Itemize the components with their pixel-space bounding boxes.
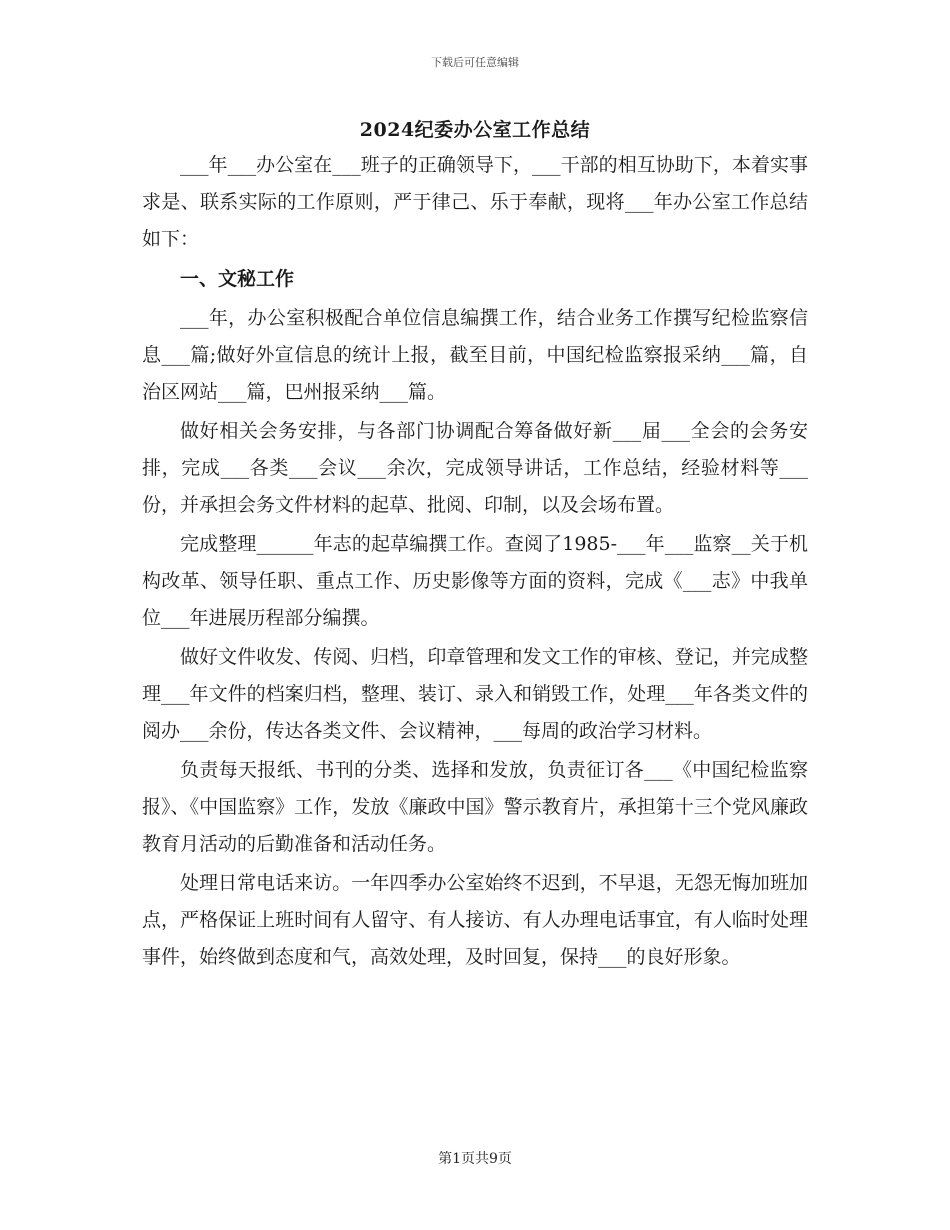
page-number: 第1页共9页 xyxy=(438,1151,512,1167)
document-body xyxy=(142,147,808,976)
body-paragraph: 做好相关会务安排，与各部门协调配合筹备做好新___届___全会的会务安排，完成___各类___会议___余次，完成领导讲话，工作总结，经验材料等___份，并承担会务文件材料的起草、批阅、印制，以及会场布置。 xyxy=(142,420,808,516)
document-title: 2024纪委办公室工作总结 xyxy=(359,119,591,141)
body-paragraph: 负责每天报纸、书刊的分类、选择和发放，负责征订各___《中国纪检监察报》、《中国监察》工作，发放《廉政中国》警示教育片，承担第十三个党风廉政教育月活动的后勤准备和活动任务。 xyxy=(142,759,808,855)
body-paragraph: 完成整理______年志的起草编撰工作。查阅了1985-___年___监察__关于机构改革、领导任职、重点工作、历史影像等方面的资料，完成《___志》中我单位___年进展历程部分编撰。 xyxy=(142,533,808,629)
page-header-note: 下载后可任意编辑 xyxy=(431,56,519,69)
intro-paragraph: ___年___办公室在___班子的正确领导下，___干部的相互协助下，本着实事求是、联系实际的工作原则，严于律己、乐于奉献，现将___年办公室工作总结如下： xyxy=(142,154,808,250)
section-heading: 一、文秘工作 xyxy=(180,268,295,290)
body-paragraph: 做好文件收发、传阅、归档，印章管理和发文工作的审核、登记，并完成整理___年文件的档案归档，整理、装订、录入和销毁工作，处理___年各类文件的阅办___余份，传达各类文件、会议精神，___每周的政治学习材料。 xyxy=(142,646,808,742)
body-paragraph: 处理日常电话来访。一年四季办公室始终不迟到，不早退，无怨无悔加班加点，严格保证上班时间有人留守、有人接访、有人办理电话事宜，有人临时处理事件，始终做到态度和气，高效处理，及时回复，保持___的良好形象。 xyxy=(142,872,808,968)
body-paragraph: ___年，办公室积极配合单位信息编撰工作，结合业务工作撰写纪检监察信息___篇;做好外宣信息的统计上报，截至目前，中国纪检监察报采纳___篇，自治区网站___篇，巴州报采纳___篇。 xyxy=(142,307,808,403)
